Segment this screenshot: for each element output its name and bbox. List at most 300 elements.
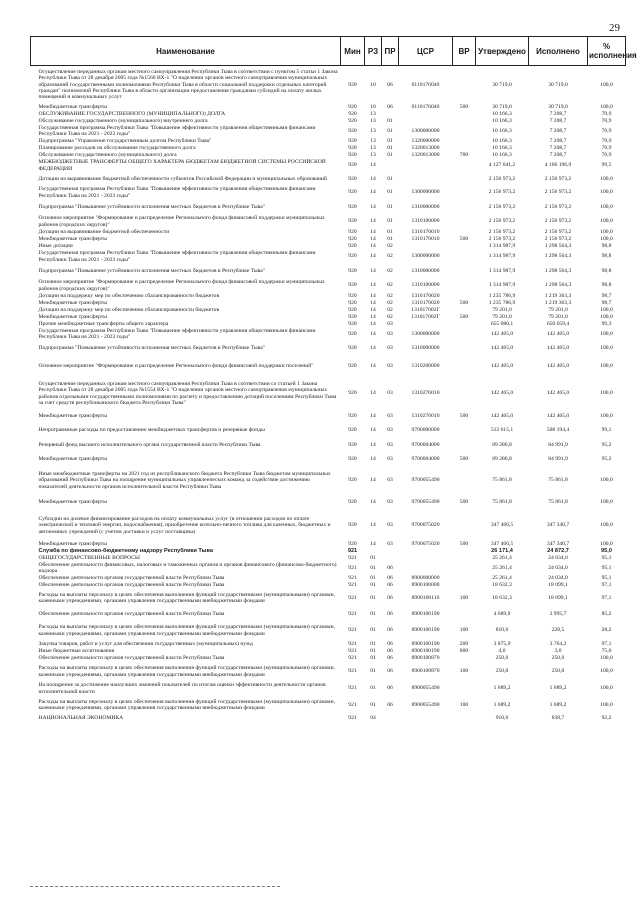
row-min: 920	[348, 390, 357, 397]
row-executed: 142 465,0	[546, 330, 570, 337]
row-percent: 100,0	[600, 228, 613, 235]
row-pr	[382, 111, 399, 118]
row-csr: 8900100110	[411, 594, 440, 601]
row-executed: 1 219 363,3	[544, 299, 572, 306]
row-name: ОБЩЕГОСУДАРСТВЕННЫЕ ВОПРОСЫ	[38, 554, 140, 561]
row-pr: 06	[387, 564, 393, 571]
row-min: 920	[348, 427, 357, 434]
table-row	[31, 104, 626, 111]
row-rz: 01	[370, 574, 376, 581]
row-executed: 2 156 973,2	[544, 235, 572, 242]
row-percent: 98,7	[601, 299, 612, 306]
row-csr: 131017002Г	[411, 313, 440, 320]
row-min: 920	[348, 103, 357, 110]
col-pr: ПР	[382, 37, 399, 66]
row-csr	[399, 715, 453, 722]
row-rz: 04	[370, 714, 376, 721]
row-approved: 2 156 973,2	[488, 228, 516, 235]
table-row	[31, 293, 626, 300]
row-executed: 250,0	[551, 654, 565, 661]
row-executed: 1 298 564,3	[544, 253, 572, 260]
row-min: 920	[348, 267, 357, 274]
row-vr	[453, 111, 476, 118]
row-pr: 06	[387, 581, 393, 588]
row-csr: 9700000000	[411, 427, 440, 434]
table-row	[31, 236, 626, 243]
row-percent: 100,0	[600, 701, 613, 708]
row-name: Основное мероприятие "Формирование и распределение Регионального фонда финансовой поддержки муниципальных районов (городских округов)"	[38, 279, 325, 292]
row-csr: 8900100190	[411, 610, 440, 617]
table-row	[31, 562, 626, 575]
table-row	[31, 66, 626, 104]
table-row	[31, 655, 626, 662]
row-min: 920	[348, 320, 357, 327]
row-rz: 14	[370, 413, 376, 420]
row-executed: 7 208,7	[549, 137, 567, 144]
row-pr: 06	[387, 103, 393, 110]
row-approved: 18 632,3	[492, 581, 512, 588]
table-row	[31, 378, 626, 410]
row-min: 921	[348, 594, 357, 601]
row-pr: 02	[387, 282, 393, 289]
row-approved: 10 166,3	[492, 137, 512, 144]
row-name: ОБСЛУЖИВАНИЕ ГОСУДАРСТВЕННОГО (МУНИЦИПАЛЬНОГО) ДОЛГА	[38, 110, 226, 117]
row-rz: 14	[370, 235, 376, 242]
row-min: 920	[348, 477, 357, 484]
row-vr	[453, 562, 476, 575]
row-approved: 10 166,3	[492, 110, 512, 117]
row-percent: 98,7	[601, 292, 612, 299]
row-pr: 01	[387, 228, 393, 235]
row-executed: 30 719,0	[548, 81, 568, 88]
row-approved: 347 466,5	[490, 522, 514, 529]
row-min: 920	[348, 218, 357, 225]
row-approved: 1 689,2	[493, 685, 511, 692]
table-row	[31, 410, 626, 424]
row-pr	[382, 159, 399, 173]
row-rz: 14	[370, 306, 376, 313]
row-name: Расходы на выплаты персоналу в целях обеспечения выполнения функций государственными (муниципальными) органами, казенными учреждениями, органами управления государственными внебюджетными фондами	[38, 665, 335, 678]
row-csr: 8900100870	[411, 654, 440, 661]
row-csr: 1310000000	[411, 344, 440, 351]
row-percent: 70,9	[601, 151, 612, 158]
row-name: Обслуживание государственного (муниципального) долга	[38, 151, 177, 158]
row-approved: 142 465,0	[490, 363, 514, 370]
row-executed: 79 201,0	[548, 306, 568, 313]
row-rz: 14	[370, 363, 376, 370]
row-csr	[399, 111, 453, 118]
row-csr: 1310200000	[411, 363, 440, 370]
row-percent: 100,0	[600, 344, 613, 351]
row-name: Иные бюджетные ассигнования	[38, 647, 115, 654]
col-name: Наименование	[31, 37, 341, 66]
row-percent: 28,2	[601, 627, 612, 634]
row-approved: 89 286,8	[492, 456, 512, 463]
row-min: 921	[348, 685, 357, 692]
row-percent: 97,1	[601, 594, 612, 601]
row-rz: 01	[370, 668, 376, 675]
row-rz: 13	[370, 151, 376, 158]
table-row	[31, 125, 626, 138]
row-approved: 810,0	[495, 627, 509, 634]
row-min: 920	[348, 441, 357, 448]
row-executed: 1 298 564,3	[544, 267, 572, 274]
row-vr	[453, 682, 476, 696]
row-approved: 10 166,3	[492, 117, 512, 124]
row-pr: 03	[387, 344, 393, 351]
row-rz: 14	[370, 540, 376, 547]
row-approved: 1 314 987,9	[488, 282, 516, 289]
row-min: 921	[348, 610, 357, 617]
row-min: 921	[348, 640, 357, 647]
row-name: Межбюджетные трансферты	[38, 235, 107, 242]
row-rz: 14	[370, 344, 376, 351]
row-approved: 18 632,3	[492, 594, 512, 601]
col-csr: ЦСР	[399, 37, 453, 66]
col-min: Мин	[341, 37, 365, 66]
row-vr: 100	[459, 594, 469, 601]
table-row	[31, 696, 626, 715]
table-row	[31, 250, 626, 264]
table-row	[31, 300, 626, 307]
row-rz: 01	[370, 581, 376, 588]
row-rz: 13	[370, 127, 376, 134]
row-vr	[453, 173, 476, 186]
table-row	[31, 682, 626, 696]
row-vr	[453, 264, 476, 279]
row-rz: 01	[370, 640, 376, 647]
row-csr: 8900055490	[411, 701, 440, 708]
table-row	[31, 641, 626, 648]
row-csr	[399, 243, 453, 250]
row-executed: 228,5	[551, 627, 565, 634]
row-vr	[453, 215, 476, 229]
row-pr: 03	[387, 522, 393, 529]
table-row	[31, 111, 626, 118]
row-executed: 650 659,4	[546, 320, 570, 327]
row-name: Межбюджетные трансферты	[38, 499, 107, 506]
table-row	[31, 495, 626, 511]
row-name: Обеспечение деятельности органов государственной власти Республики Тыва	[38, 574, 225, 581]
row-min: 920	[348, 81, 357, 88]
row-name: Обеспечение деятельности органов государственной власти Республики Тыва	[38, 581, 225, 588]
row-vr	[453, 582, 476, 589]
row-executed: 142 465,0	[546, 413, 570, 420]
table-row	[31, 582, 626, 589]
row-approved: 25 261,4	[492, 554, 512, 561]
row-min: 921	[348, 554, 357, 561]
row-csr: 1310100000	[411, 282, 440, 289]
row-vr	[453, 125, 476, 138]
row-percent: 99,1	[601, 427, 612, 434]
row-csr: 8900055490	[411, 685, 440, 692]
table-row	[31, 243, 626, 250]
table-row	[31, 608, 626, 621]
row-min: 921	[348, 701, 357, 708]
row-percent: 95,1	[601, 564, 612, 571]
row-executed: 24 034,0	[548, 564, 568, 571]
row-percent: 100,0	[600, 313, 613, 320]
row-csr: 9700004000	[411, 456, 440, 463]
row-min: 920	[348, 299, 357, 306]
row-executed: 142 465,0	[546, 363, 570, 370]
row-vr	[453, 118, 476, 125]
table-row	[31, 279, 626, 293]
row-executed: 250,0	[551, 668, 565, 675]
row-min: 920	[348, 413, 357, 420]
row-rz: 01	[370, 627, 376, 634]
row-min: 921	[348, 647, 357, 654]
row-percent: 100,0	[600, 306, 613, 313]
row-vr	[453, 229, 476, 236]
row-csr: 1320013000	[411, 151, 440, 158]
row-pr: 03	[387, 390, 393, 397]
row-min: 920	[348, 313, 357, 320]
row-percent: 98,8	[601, 253, 612, 260]
row-approved: 1 314 987,9	[488, 267, 516, 274]
row-name: Государственная программа Республики Тыва "Повышение эффективности управления общественными финансами Республики Тыва на 2021 - 2023 годы"	[38, 186, 316, 199]
row-name: Основное мероприятие "Формирование и распределение Регионального фонда финансовой поддержки муниципальных районов (городских округов)"	[38, 215, 325, 228]
row-rz: 14	[370, 390, 376, 397]
row-min: 920	[348, 110, 357, 117]
row-name: Подпрограмма "Повышение устойчивости исполнения местных бюджетов в Республике Тыва"	[38, 203, 265, 210]
row-csr: 1320013000	[411, 144, 440, 151]
row-name: Обеспечение деятельности финансовых, налоговых и таможенных органов и органов финансового (финансово-бюджетного) надзора	[38, 561, 337, 574]
row-min: 920	[348, 151, 357, 158]
row-vr	[453, 293, 476, 300]
row-executed: 7 208,7	[549, 127, 567, 134]
row-pr: 01	[387, 127, 393, 134]
row-vr	[453, 138, 476, 145]
table-row	[31, 548, 626, 555]
row-rz: 14	[370, 522, 376, 529]
row-vr: 100	[459, 627, 469, 634]
row-approved: 512 615,1	[490, 427, 514, 434]
table-row	[31, 541, 626, 548]
row-min: 920	[348, 363, 357, 370]
row-pr: 02	[387, 313, 393, 320]
row-approved: 89 286,8	[492, 441, 512, 448]
row-percent: 100,0	[600, 685, 613, 692]
row-approved: 2 156 973,2	[488, 235, 516, 242]
row-vr	[453, 438, 476, 453]
row-percent: 100,0	[600, 499, 613, 506]
row-min: 920	[348, 203, 357, 210]
row-min: 921	[348, 668, 357, 675]
row-approved: 79 201,0	[492, 306, 512, 313]
row-pr: 03	[387, 320, 393, 327]
row-pr: 06	[387, 640, 393, 647]
row-name: Государственная программа Республики Тыва "Повышение эффективности управления общественными финансами Республики Тыва на 2021 - 2023 годы"	[38, 250, 316, 263]
row-percent: 95,2	[601, 441, 612, 448]
row-csr: 8900100190	[411, 647, 440, 654]
row-pr: 01	[387, 117, 393, 124]
row-csr: 1310276010	[411, 413, 440, 420]
row-rz: 13	[370, 137, 376, 144]
row-approved: 10 166,3	[492, 144, 512, 151]
row-pr: 02	[387, 292, 393, 299]
row-percent: 100,0	[600, 363, 613, 370]
row-percent: 100,0	[600, 413, 613, 420]
row-rz: 13	[370, 144, 376, 151]
row-vr: 700	[459, 151, 469, 158]
row-vr: 800	[459, 647, 469, 654]
table-row	[31, 321, 626, 328]
footer-rule	[30, 886, 280, 887]
row-pr: 01	[387, 144, 393, 151]
row-name: Иные межбюджетные трансферты на 2021 год из республиканского бюджета Республики Тыва бюджетам муниципальных образований Республики Тыва на поощрение муниципальных управленческих команд за содействие достижению показателей деятельности органов исполнительной власти Республики Тыва	[38, 470, 331, 490]
row-percent: 99,5	[601, 162, 612, 169]
row-name: Осуществление переданных органам местного самоуправления Республики Тыва в соответствии со статьей 1 Закона Республики Тыва от 28 декабря 2005 года №1554 ВХ-1 "О наделении органов местного самоуправления муниципальных районов отдельными государственными полномочиями по расчету и предоставлению дотаций поселениям Республики Тыва за счет средств республиканского бюджета Республики Тыва"	[38, 380, 337, 406]
row-vr: 200	[459, 640, 469, 647]
row-rz: 13	[370, 117, 376, 124]
row-executed: 1 689,2	[549, 701, 567, 708]
row-min: 921	[347, 547, 358, 554]
row-vr	[453, 356, 476, 378]
row-name: Дотации на поддержку мер по обеспечению сбалансированности бюджетов	[38, 306, 220, 313]
row-executed: 7 208,7	[549, 110, 567, 117]
row-percent: 100,0	[600, 189, 613, 196]
row-executed: 1 298 564,3	[544, 242, 572, 249]
row-min: 920	[348, 499, 357, 506]
row-name: Непрограммные расходы по предоставлению межбюджетных трансфертов и резервные фонды	[38, 427, 265, 434]
row-pr: 01	[387, 137, 393, 144]
row-percent: 100,0	[600, 654, 613, 661]
row-name: Служба по финансово-бюджетному надзору Республики Тыва	[38, 547, 213, 554]
table-row	[31, 589, 626, 608]
row-percent: 98,8	[601, 242, 612, 249]
row-approved: 30 719,0	[492, 81, 512, 88]
table-row	[31, 328, 626, 341]
table-row	[31, 152, 626, 159]
row-rz: 10	[370, 81, 376, 88]
table-row	[31, 621, 626, 641]
row-csr: 1310170020	[411, 299, 440, 306]
row-vr	[453, 655, 476, 662]
row-rz	[365, 548, 382, 555]
row-rz: 01	[370, 647, 376, 654]
row-min: 921	[348, 714, 357, 721]
table-row	[31, 648, 626, 655]
row-pr: 06	[387, 685, 393, 692]
row-vr	[453, 328, 476, 341]
row-name: Обеспечение деятельности органов государственной власти Республики Тыва	[38, 654, 225, 661]
row-approved: 250,0	[495, 654, 509, 661]
row-vr: 500	[459, 103, 469, 110]
row-approved: 10 166,3	[492, 127, 512, 134]
table-row	[31, 575, 626, 582]
row-vr	[453, 243, 476, 250]
row-executed: 1 298 564,3	[544, 282, 572, 289]
row-rz: 14	[370, 242, 376, 249]
row-name: Межбюджетные трансферты	[38, 540, 107, 547]
row-approved: 347 466,5	[490, 540, 514, 547]
row-percent: 70,9	[601, 137, 612, 144]
row-approved: 3 875,9	[493, 640, 511, 647]
row-executed: 142 465,0	[546, 344, 570, 351]
row-percent: 95,1	[601, 574, 612, 581]
row-csr: 1300000000	[411, 189, 440, 196]
row-pr: 03	[387, 456, 393, 463]
row-executed: 3 995,7	[549, 610, 567, 617]
row-csr: 0110176040	[411, 103, 440, 110]
row-executed: 347 340,7	[546, 540, 570, 547]
row-percent: 100,0	[600, 218, 613, 225]
row-vr: 100	[459, 701, 469, 708]
row-pr	[382, 715, 399, 722]
row-csr: 1300000000	[411, 253, 440, 260]
row-executed: 2 156 973,2	[544, 218, 572, 225]
row-rz: 01	[370, 564, 376, 571]
row-percent: 100,0	[600, 522, 613, 529]
row-min: 920	[348, 330, 357, 337]
row-csr	[399, 173, 453, 186]
table-row	[31, 264, 626, 279]
table-row	[31, 424, 626, 438]
row-name: Прочие межбюджетные трансферты общего характера	[38, 320, 169, 327]
row-rz: 13	[370, 110, 376, 117]
col-executed: Исполнено	[529, 37, 588, 66]
row-csr: 1300000000	[411, 330, 440, 337]
row-name: На поощрение за достижение наилучших значений показателей по итогам оценки эффективности деятельности органов исполнительной власти	[38, 682, 326, 695]
row-name: Дотации на выравнивание бюджетной обеспеченности	[38, 228, 170, 235]
table-row	[31, 356, 626, 378]
row-vr	[453, 250, 476, 264]
row-pr: 03	[387, 363, 393, 370]
row-percent: 99,3	[601, 320, 612, 327]
row-csr: 8900100870	[411, 668, 440, 675]
table-header	[31, 37, 626, 66]
row-csr: 9700004000	[411, 441, 440, 448]
row-name: Межбюджетные трансферты	[38, 456, 107, 463]
row-csr: 9700075020	[411, 540, 440, 547]
row-vr: 500	[459, 313, 469, 320]
row-pr: 02	[387, 242, 393, 249]
row-pr: 03	[387, 441, 393, 448]
row-approved: 26 171,4	[491, 547, 513, 554]
row-rz: 14	[370, 218, 376, 225]
row-executed: 75 861,8	[548, 477, 568, 484]
row-pr: 01	[387, 175, 393, 182]
table-row	[31, 555, 626, 562]
row-min: 921	[348, 581, 357, 588]
row-rz: 14	[370, 203, 376, 210]
row-approved: 30 719,0	[492, 103, 512, 110]
row-approved: 79 201,0	[492, 313, 512, 320]
row-pr: 06	[387, 574, 393, 581]
row-percent: 100,0	[600, 103, 613, 110]
row-vr	[453, 555, 476, 562]
row-executed: 30 719,0	[548, 103, 568, 110]
table-row	[31, 173, 626, 186]
row-pr: 03	[387, 413, 393, 420]
row-executed: 1 219 363,3	[544, 292, 572, 299]
row-approved: 1 314 987,9	[488, 253, 516, 260]
row-csr: 1310000000	[411, 203, 440, 210]
row-executed: 508 194,4	[546, 427, 570, 434]
row-name: Подпрограмма "Управление государственным долгом Республики Тыва"	[38, 137, 212, 144]
row-rz: 14	[370, 282, 376, 289]
row-csr: 1310276010	[411, 390, 440, 397]
row-approved: 75 861,8	[492, 499, 512, 506]
row-percent: 70,9	[601, 127, 612, 134]
row-min: 920	[348, 235, 357, 242]
row-min: 921	[348, 564, 357, 571]
row-pr: 01	[387, 218, 393, 225]
row-vr: 100	[459, 668, 469, 675]
row-vr: 500	[459, 499, 469, 506]
row-min: 920	[348, 522, 357, 529]
